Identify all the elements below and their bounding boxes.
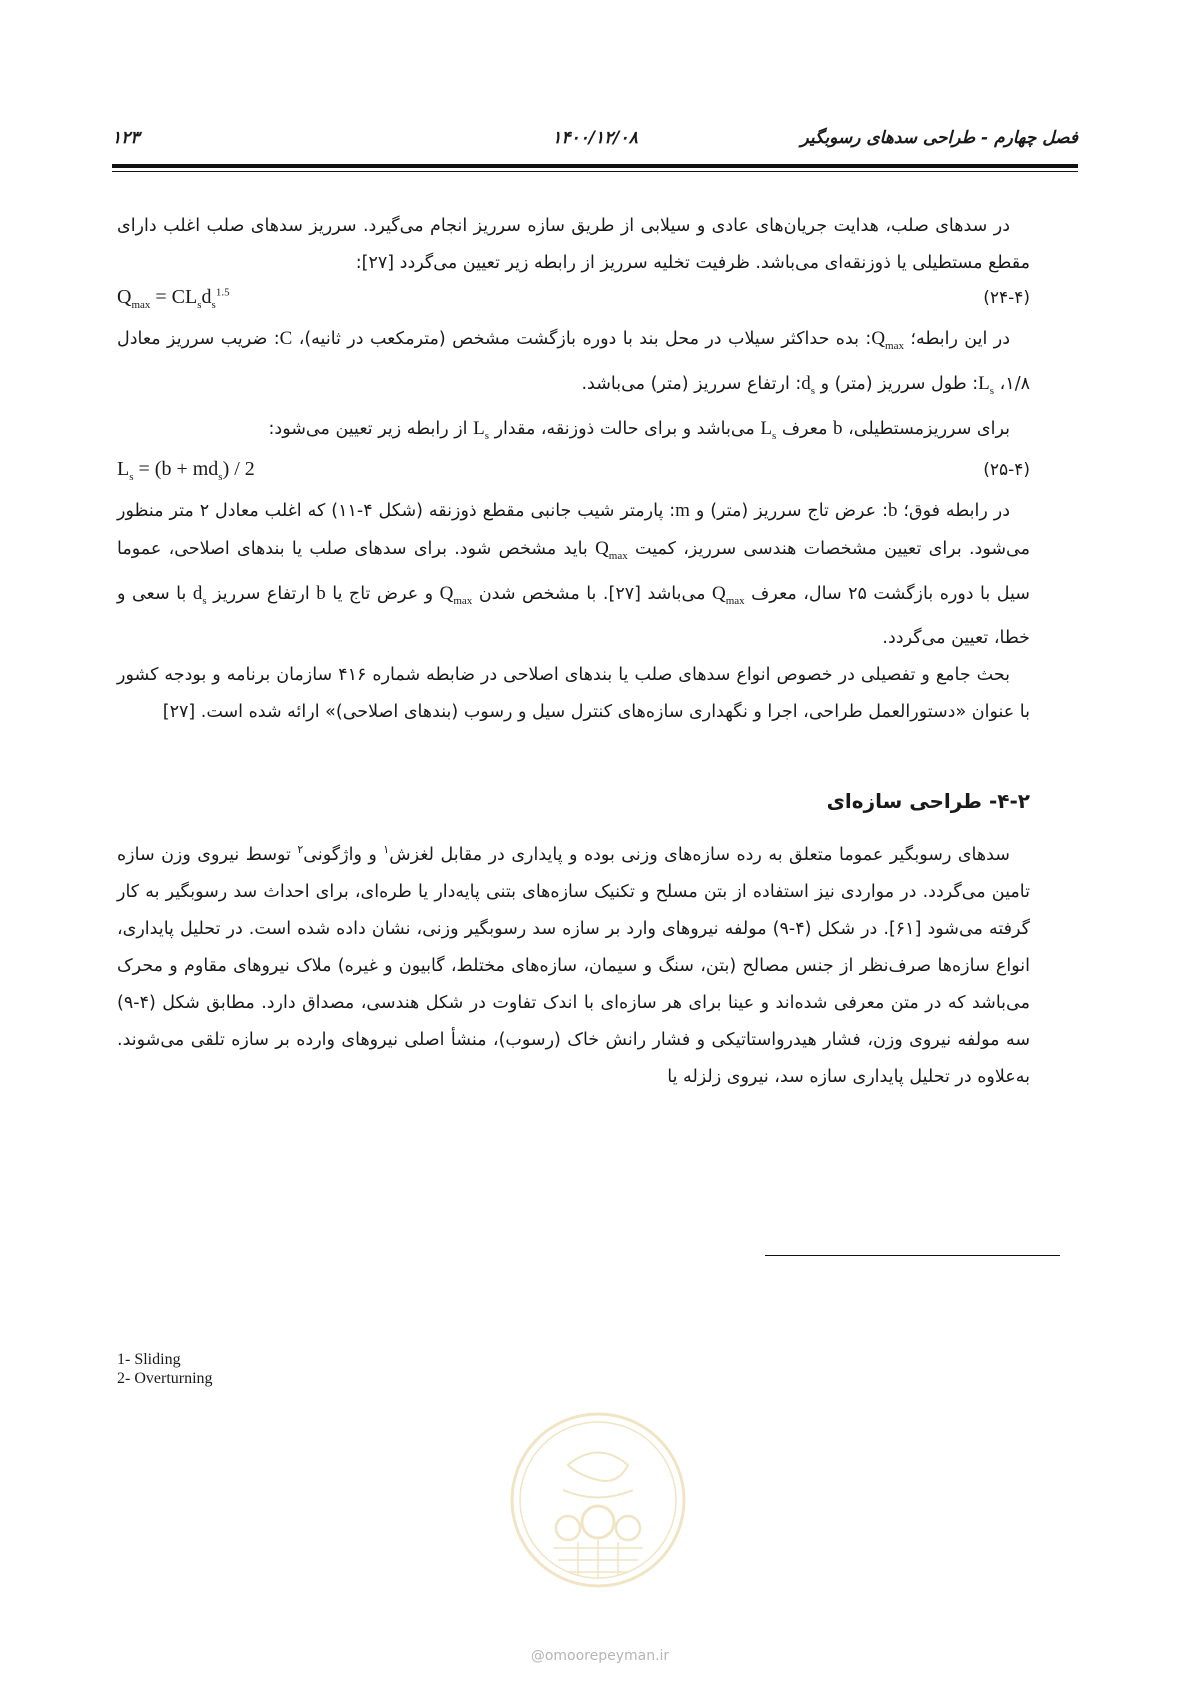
chapter-title: فصل چهارم - طراحی سدهای رسوبگیر	[800, 128, 1078, 148]
text-run: : طول سرریز (متر) و	[820, 373, 979, 394]
text-run: باید مشخص شود. برای سدهای صلب یا بندهای اصلاحی، عموما سیل با دوره بازگشت ۲۵ سال، معرف	[117, 539, 1030, 605]
paragraph-rectangular	[117, 410, 1030, 455]
text-run: برای سرریزمستطیلی،	[848, 418, 1010, 439]
text-run: در این رابطه؛	[910, 329, 1010, 349]
symbol-qmax: $Q_{max}$	[439, 583, 473, 607]
text-run: با سعی و خطا، تعیین می‌گردد.	[117, 584, 1030, 648]
footnote-ref-2[interactable]: ۲	[297, 842, 304, 856]
text-run: : ضریب سرریز معادل ۱/۸،	[117, 329, 1030, 394]
symbol-m: m	[675, 500, 690, 522]
header-thin-rule	[112, 171, 1078, 172]
symbol-ds: $d_s$	[192, 583, 207, 607]
footnote-2: 2- Overturning	[117, 1370, 213, 1387]
paragraph-trapezoid	[117, 492, 1030, 657]
equation-formula: $L_s = (b + md_s) / 2$	[117, 458, 255, 484]
text-run: می‌باشد [۲۷]. با مشخص شدن	[478, 584, 706, 605]
text-run: در رابطه فوق؛	[903, 501, 1011, 522]
text-run: و واژگونی	[303, 844, 377, 865]
text-run: ارتفاع سرریز	[213, 584, 310, 605]
symbol-qmax: $Q_{max}$	[711, 583, 745, 607]
equation-number: (۲۵-۴)	[983, 460, 1030, 481]
equation-number: (۲۴-۴)	[983, 288, 1030, 308]
text-run: از رابطه زیر تعیین می‌شود:	[268, 418, 468, 439]
section-title: ۴-۲- طراحی سازه‌ای	[826, 788, 1030, 813]
symbol-ds: $d_s$	[801, 372, 816, 397]
symbol-qmax: $Q_{max}$	[595, 538, 628, 563]
text-run: توسط نیروی وزن سازه تامین می‌گردد. در مواردی نیز استفاده از بتن مسلح و تکنیک سازه‌های بتنی پایه‌دار یا طره‌ای، برای احداث سد رسوبگیر به کار گرفته می‌شود [۶۱]. در شکل (۴-۹) مولفه نیروهای وارد بر سازه سد رسوبگیر وزنی، نشان داده شده است. در تحلیل پایداری، انواع سازه‌ها صرف‌نظر از جنس مصالح (بتن، سنگ و سیمان، سازه‌های مختلط، گابیون و غیره) ملاک نیروهای مقاوم و محرک می‌باشد که در متن معرفی شده‌اند و عینا برای هر سازه‌ای با اندک تفاوت در شکل هندسی، مصداق دارد. مطابق شکل (۴-۹) سه مولفه نیروی وزن، فشار هیدرواستاتیکی و فشار رانش خاک (رسوب)، منشأ اصلی نیروهای وارده بر سازه تلقی می‌شوند. به‌علاوه در تحلیل پایداری سازه سد، نیروی زلزله یا	[117, 844, 1030, 1087]
page-number: ۱۲۳	[112, 128, 140, 148]
symbol-b: b	[887, 500, 898, 522]
equation-formula: $Q_{max} = CL_sd_s^{1.5}$	[117, 286, 230, 311]
symbol-ls: $L_s$	[473, 417, 490, 442]
symbol-qmax: $Q_{max}$	[871, 328, 904, 352]
paragraph-variables	[117, 320, 1030, 410]
text-run: : بده حداکثر سیلاب در محل بند با دوره بازگشت مشخص (مترمکعب در ثانیه)،	[298, 329, 872, 349]
text-run: معرف	[781, 418, 828, 439]
text-run: : پارمتر شیب جانبی مقطع ذوزنقه (شکل ۴-۱۱) که اغلب معادل ۲ متر منظور می‌شود. برای تعیین مشخصات هندسی سرریز، کمیت	[117, 501, 1030, 560]
watermark-seal-icon	[508, 1410, 688, 1590]
text-run: و عرض تاج یا	[332, 584, 434, 605]
footnote-ref-1[interactable]: ۱	[383, 842, 390, 856]
symbol-b: b	[316, 583, 326, 605]
equation-25-4	[117, 454, 1030, 492]
header-thick-rule	[112, 164, 1078, 168]
paragraph-reference: بحث جامع و تفصیلی در خصوص انواع سدهای صلب یا بندهای اصلاحی در ضابطه شماره ۴۱۶ سازمان برنامه و بودجه کشور با عنوان «دستورالعمل طراحی، اجرا و نگهداری سازه‌های کنترل سیل و رسوب (بندهای اصلاحی)» ارائه شده است. [۲۷]	[117, 664, 1030, 722]
symbol-ls: $L_s$	[760, 417, 777, 442]
paragraph-spillway-intro: در سدهای صلب، هدایت جریان‌های عادی و سیلابی از طریق سازه سرریز انجام می‌گیرد. سرریز سدهای صلب اغلب دارای مقطع مستطیلی یا ذوزنقه‌ای می‌باشد. ظرفیت تخلیه سرریز از رابطه زیر تعیین می‌گردد [۲۷]:	[117, 216, 1030, 273]
text-run: سدهای رسوبگیر عموما متعلق به رده سازه‌های وزنی بوده و پایداری در مقابل لغزش	[389, 844, 1010, 865]
equation-24-4	[117, 282, 1030, 320]
main-content	[117, 208, 1030, 1096]
footnote-separator	[765, 1255, 1060, 1256]
symbol-ls: $L_s$	[978, 372, 995, 397]
text-run: می‌باشد و برای حالت ذوزنقه، مقدار	[494, 418, 755, 439]
text-run: : ارتفاع سرریز (متر) می‌باشد.	[581, 373, 802, 394]
symbol-b: b	[833, 417, 843, 439]
symbol-c: C	[279, 328, 293, 349]
footnote-1: 1- Sliding	[117, 1351, 181, 1368]
footnotes	[117, 1350, 213, 1388]
paragraph-structural-design	[117, 831, 1030, 1096]
watermark-url: @omoorepeyman.ir	[530, 1648, 670, 1664]
header-date: ۱۴۰۰/۱۲/۰۸	[552, 128, 638, 148]
page-header	[112, 128, 1078, 162]
text-run: : عرض تاج سرریز (متر) و	[695, 501, 888, 522]
